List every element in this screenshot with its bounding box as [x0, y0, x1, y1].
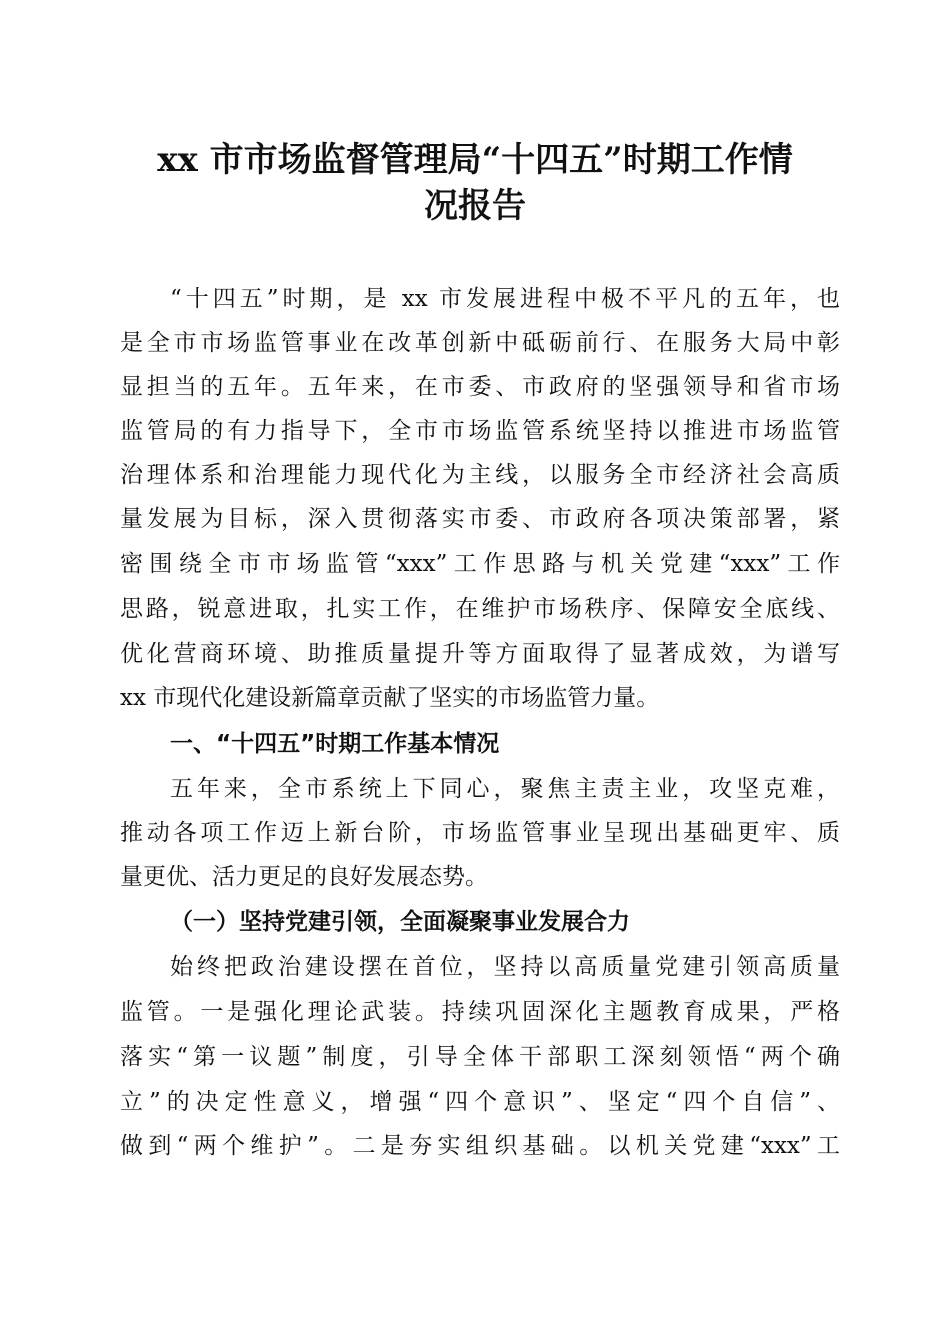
subsection-heading: （一）坚持党建引领，全面凝聚事业发展合力 — [170, 908, 630, 935]
paragraph-line: 五年来，全市系统上下同心，聚焦主责主业，攻坚克难， — [170, 776, 840, 802]
paragraph-line: 是全市市场监管事业在改革创新中砥砺前行、在服务大局中彰 — [120, 330, 840, 356]
paragraph-line: 落实“第一议题”制度，引导全体干部职工深刻领悟“两个确 — [120, 1044, 840, 1070]
paragraph-line: 密围绕全市市场监管“xxx”工作思路与机关党建“xxx”工作 — [120, 551, 840, 577]
paragraph-line: 思路，锐意进取，扎实工作，在维护市场秩序、保障安全底线、 — [120, 596, 840, 622]
paragraph-line: 推动各项工作迈上新台阶，市场监管事业呈现出基础更牢、质 — [120, 820, 840, 846]
paragraph-line: 监管局的有力指导下，全市市场监管系统坚持以推进市场监管 — [120, 418, 840, 444]
paragraph-line: 显担当的五年。五年来，在市委、市政府的坚强领导和省市场 — [120, 374, 840, 400]
paragraph-line: 量更优、活力更足的良好发展态势。 — [120, 864, 488, 890]
paragraph-line: “十四五”时期，是 xx 市发展进程中极不平凡的五年，也 — [170, 286, 840, 312]
document-title-line-1: xx 市市场监督管理局“十四五”时期工作情 — [157, 140, 793, 180]
paragraph-line: 优化营商环境、助推质量提升等方面取得了显著成效，为谱写 — [120, 641, 840, 667]
paragraph-line: 监管。一是强化理论武装。持续巩固深化主题教育成果，严格 — [120, 999, 840, 1025]
paragraph-line: 做到“两个维护”。二是夯实组织基础。以机关党建“xxx”工 — [120, 1133, 840, 1159]
paragraph-line: 始终把政治建设摆在首位，坚持以高质量党建引领高质量 — [170, 954, 840, 980]
paragraph-line: 立”的决定性意义，增强“四个意识”、坚定“四个自信”、 — [120, 1089, 840, 1115]
section-heading: 一、“十四五”时期工作基本情况 — [170, 731, 500, 757]
paragraph-line: 治理体系和治理能力现代化为主线，以服务全市经济社会高质 — [120, 462, 840, 488]
paragraph-line: xx 市现代化建设新篇章贡献了坚实的市场监管力量。 — [120, 685, 660, 711]
document-title-line-2: 况报告 — [424, 186, 526, 226]
paragraph-line: 量发展为目标，深入贯彻落实市委、市政府各项决策部署，紧 — [120, 506, 840, 532]
